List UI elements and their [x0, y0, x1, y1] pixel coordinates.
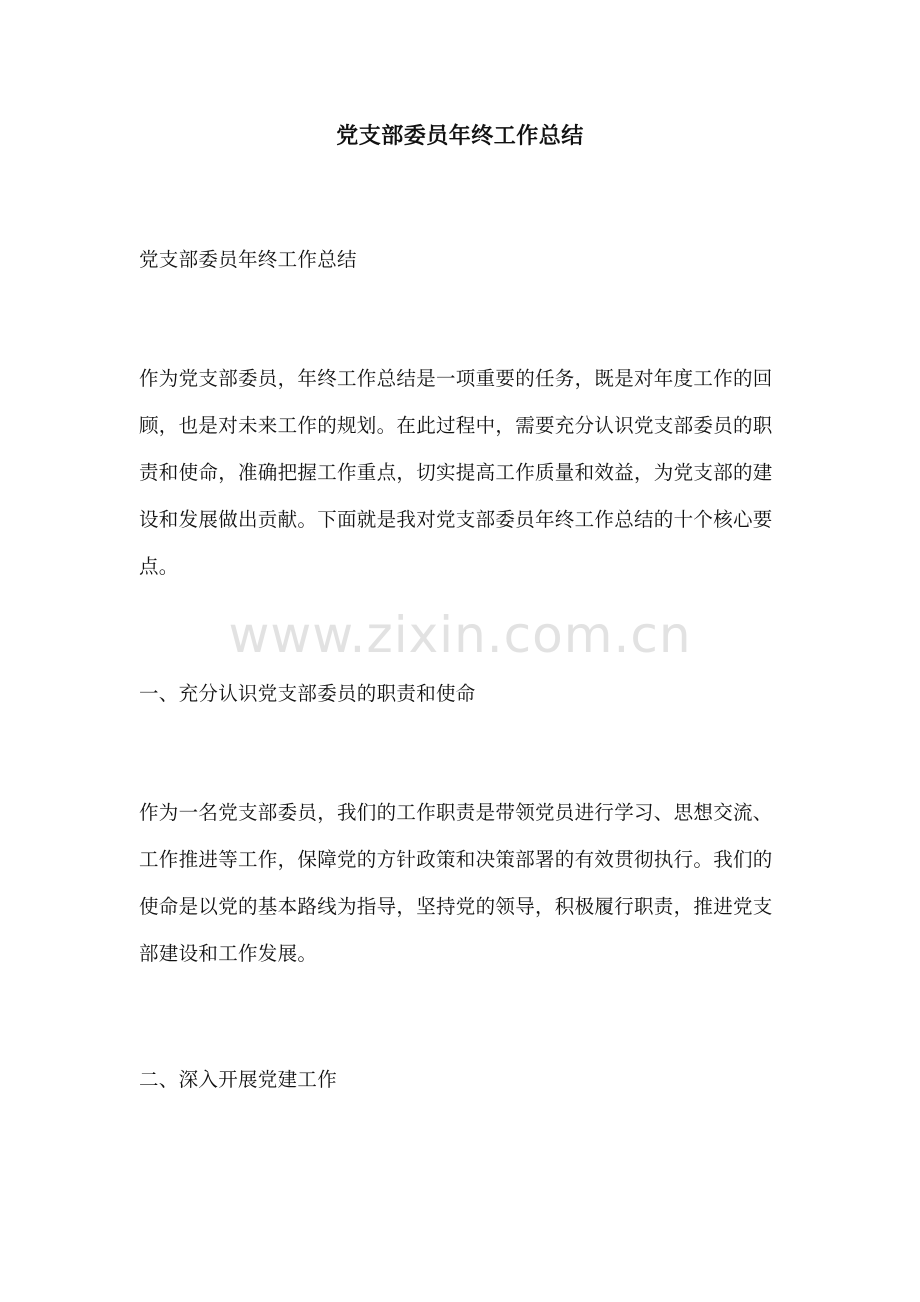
section-1-heading: 一、充分认识党支部委员的职责和使命 [139, 682, 476, 705]
section-1-paragraph: 作为一名党支部委员，我们的工作职责是带领党员进行学习、思想交流、工作推进等工作，保障党的方针政策和决策部署的有效贯彻执行。我们的使命是以党的基本路线为指导，坚持党的领导，积极履行职责，推进党支部建设和工作发展。 [139, 801, 773, 965]
section-2-heading: 二、深入开展党建工作 [139, 1068, 338, 1091]
document-title: 党支部委员年终工作总结 [336, 123, 584, 149]
intro-paragraph: 作为党支部委员，年终工作总结是一项重要的任务，既是对年度工作的回顾，也是对未来工作的规划。在此过程中，需要充分认识党支部委员的职责和使命，准确把握工作重点，切实提高工作质量和效益，为党支部的建设和发展做出贡献。下面就是我对党支部委员年终工作总结的十个核心要点。 [139, 367, 773, 578]
watermark-text: www.zixin.com.cn [228, 606, 692, 664]
document-subtitle: 党支部委员年终工作总结 [139, 248, 357, 271]
